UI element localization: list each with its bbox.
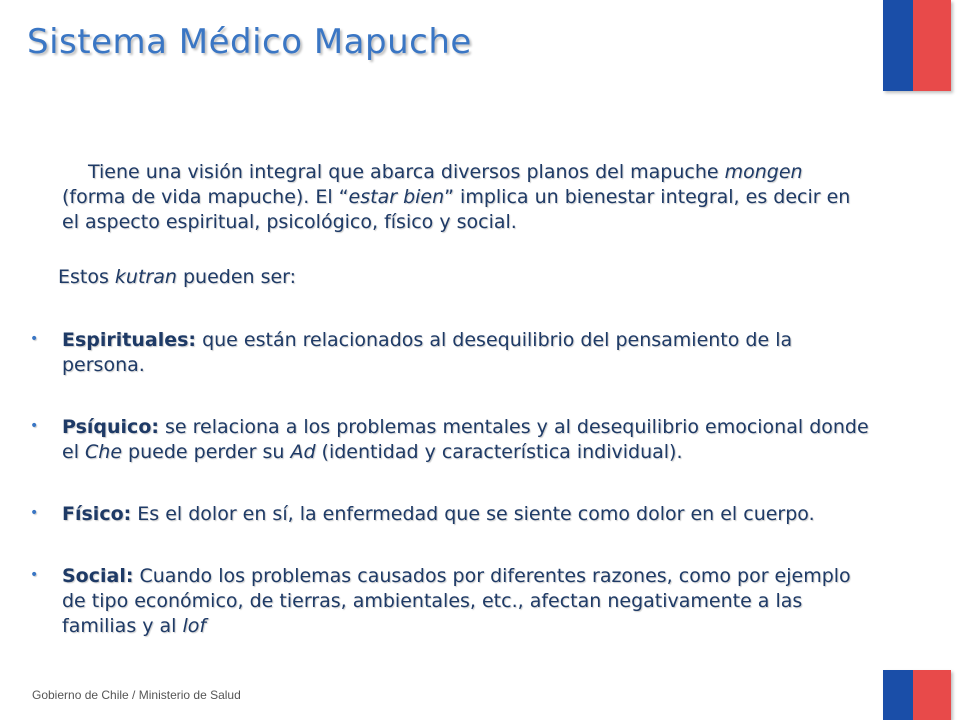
lead-line bbox=[58, 265, 870, 290]
item-text: Es el dolor en sí, la enfermedad que se siente como dolor en el cuerpo. bbox=[131, 503, 815, 525]
bullet-icon: • bbox=[30, 505, 39, 521]
flag-red-stripe bbox=[913, 0, 951, 91]
lead-text-2: pueden ser: bbox=[176, 266, 297, 288]
list-item-social bbox=[30, 564, 870, 639]
list-item-psiquico bbox=[30, 415, 870, 465]
item-term: Social: bbox=[62, 565, 134, 587]
footer-text: Gobierno de Chile / Ministerio de Salud bbox=[32, 688, 241, 702]
item-text: Cuando los problemas causados por diferentes razones, como por ejemplo de tipo económico, de tierras, ambientales, etc., afectan negativamente a las familias y al bbox=[62, 565, 851, 637]
term-estar-bien: estar bien bbox=[348, 186, 445, 208]
term-kutran: kutran bbox=[114, 266, 177, 288]
flag-blue-stripe bbox=[883, 0, 913, 91]
item-term: Espirituales: bbox=[62, 329, 197, 351]
intro-text-2: (forma de vida mapuche). El “ bbox=[62, 186, 349, 208]
item-text: que están relacionados al desequilibrio del pensamiento de la persona. bbox=[62, 329, 793, 376]
list-item-espirituales bbox=[30, 328, 870, 378]
intro-text-1: Tiene una visión integral que abarca diversos planos del mapuche bbox=[88, 161, 725, 183]
term-mongen: mongen bbox=[724, 161, 803, 183]
item-term: Psíquico: bbox=[62, 416, 159, 438]
slide-title: Sistema Médico Mapuche bbox=[27, 22, 472, 62]
chile-flag-bottom-decoration bbox=[883, 670, 951, 720]
bullet-icon: • bbox=[30, 418, 39, 434]
intro-paragraph bbox=[62, 160, 870, 235]
term-lof: lof bbox=[182, 615, 207, 637]
item-text: (identidad y característica individual). bbox=[315, 441, 683, 463]
slide-content bbox=[30, 160, 870, 676]
kutran-list bbox=[30, 328, 870, 639]
lead-text-1: Estos bbox=[58, 266, 115, 288]
term-che: Che bbox=[85, 441, 123, 463]
bullet-icon: • bbox=[30, 331, 39, 347]
chile-flag-top-decoration bbox=[883, 0, 951, 91]
item-text: puede perder su bbox=[122, 441, 291, 463]
item-text: se relaciona a los problemas mentales y al desequilibrio emocional donde el bbox=[62, 416, 869, 463]
bullet-icon: • bbox=[30, 567, 39, 583]
list-item-fisico bbox=[30, 502, 870, 527]
term-ad: Ad bbox=[290, 441, 316, 463]
flag-blue-stripe bbox=[883, 670, 913, 720]
item-term: Físico: bbox=[62, 503, 132, 525]
flag-red-stripe bbox=[913, 670, 951, 720]
intro-text-3: ” implica un bienestar integral, es decir en el aspecto espiritual, psicológico, físico y social. bbox=[62, 186, 851, 233]
